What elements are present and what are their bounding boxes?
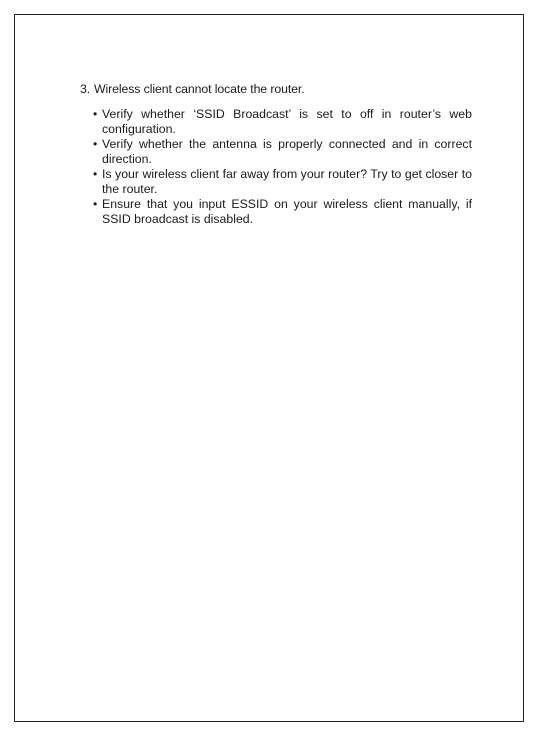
section-title: Wireless client cannot locate the router. [94,82,305,96]
bullet-icon: • [93,137,98,151]
bullet-item [80,167,472,197]
bullet-icon: • [93,107,98,121]
bullet-item [80,137,472,167]
bullet-text: Verify whether ‘SSID Broadcast’ is set to off in router’s web configuration. [102,107,472,136]
section-heading [80,82,472,97]
section-number: 3. [80,82,91,96]
bullet-icon: • [93,167,98,181]
bullet-text: Is your wireless client far away from your router? Try to get closer to the router. [102,167,472,196]
bullet-icon: • [93,197,98,211]
bullet-item [80,107,472,137]
bullet-item [80,197,472,227]
bullet-text: Ensure that you input ESSID on your wireless client manually, if SSID broadcast is disabled. [102,197,472,226]
bullet-list [80,107,472,227]
troubleshooting-section [80,82,472,227]
bullet-text: Verify whether the antenna is properly connected and in correct direction. [102,137,472,166]
